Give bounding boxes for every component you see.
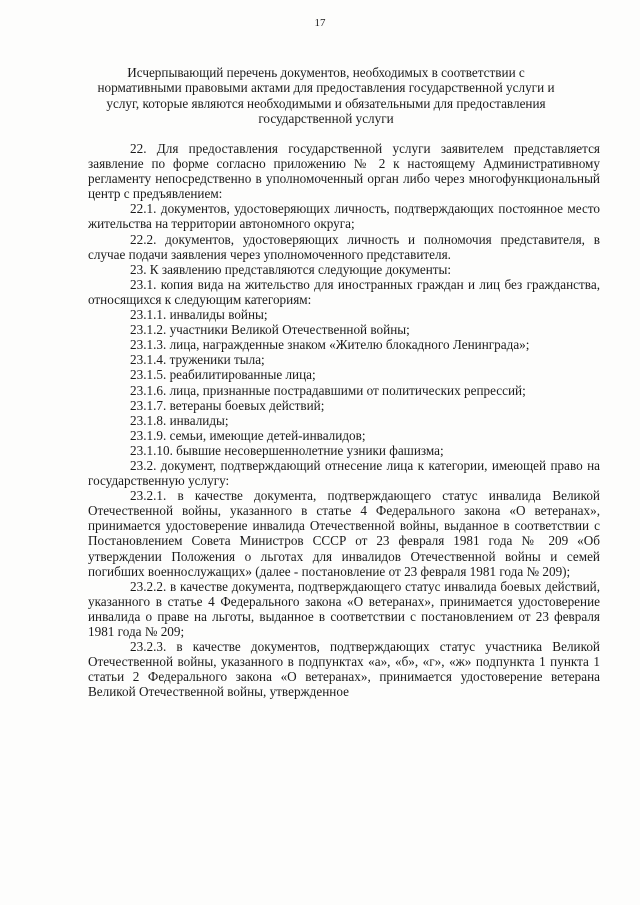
list-item-23-1-6: 23.1.6. лица, признанные пострадавшими от политических репрессий;: [130, 382, 526, 398]
paragraph-23-2-3: 23.2.3. в качестве документов, подтверждающих статус участника Великой Отечественной войны, указанного в подпунктах «а», «б», «г», «ж» подпункта 1 пункта 1 статьи 2 Федерального закона «О ветеранах», принимается удостоверение ветерана Великой Отечественной войны, утвержденное: [88, 639, 600, 700]
list-item-23-1-1: 23.1.1. инвалиды войны;: [130, 307, 268, 323]
document-body: [88, 141, 600, 699]
list-item-23-1-7: 23.1.7. ветераны боевых действий;: [130, 397, 325, 413]
list-item-23-1-2: 23.1.2. участники Великой Отечественной войны;: [130, 322, 410, 338]
paragraph-22-2: 22.2. документов, удостоверяющих личность и полномочия представителя, в случае подачи заявления через уполномоченного представителя.: [88, 231, 600, 262]
paragraph-23-1: 23.1. копия вида на жительство для иностранных граждан и лиц без гражданства, относящихся к следующим категориям:: [88, 276, 600, 307]
list-item-23-1-3: 23.1.3. лица, награжденные знаком «Жителю блокадного Ленинграда»;: [130, 337, 530, 353]
paragraph-22-1: 22.1. документов, удостоверяющих личность, подтверждающих постоянное место жительства на территории автономного округа;: [88, 201, 600, 232]
list-item-23-1-4: 23.1.4. труженики тыла;: [130, 352, 265, 368]
list-item-23-1-9: 23.1.9. семьи, имеющие детей-инвалидов;: [130, 427, 366, 443]
paragraph-22: 22. Для предоставления государственной услуги заявителем представляется заявление по форме согласно приложению № 2 к настоящему Административному регламенту непосредственно в уполномоченный орган либо через многофункциональный центр с предъявлением:: [88, 141, 600, 202]
paragraph-23-2: 23.2. документ, подтверждающий отнесение лица к категории, имеющей право на государственную услугу:: [88, 457, 600, 489]
paragraph-23-2-2: 23.2.2. в качестве документа, подтверждающего статус инвалида боевых действий, указанного в статье 4 Федерального закона «О ветеранах», принимается удостоверение инвалида о праве на льготы, выданное в соответствии с постановлением от 23 февраля 1981 года № 209;: [88, 578, 600, 639]
page-number: 17: [314, 17, 326, 29]
list-item-23-1-10: 23.1.10. бывшие несовершеннолетние узники фашизма;: [130, 442, 444, 458]
list-item-23-1-8: 23.1.8. инвалиды;: [130, 412, 229, 428]
section-title: Исчерпывающий перечень документов, необходимых в соответствии с нормативными правовыми актами для предоставления государственной услуги и услуг, которые являются необходимыми и обязательными для предоставления государственной услуги: [97, 65, 555, 127]
paragraph-23-2-1: 23.2.1. в качестве документа, подтверждающего статус инвалида Великой Отечественной войны, указанного в статье 4 Федерального закона «О ветеранах», принимается удостоверение инвалида Отечественной войны, выданное в соответствии с Постановлением Совета Министров СССР от 23 февраля 1981 года № 209 «Об утверждении Положения о льготах для инвалидов Отечественной войны и семей погибших военнослужащих» (далее - постановление от 23 февраля 1981 года № 209);: [88, 488, 600, 579]
list-item-23-1-5: 23.1.5. реабилитированные лица;: [130, 367, 316, 383]
paragraph-23: 23. К заявлению представляются следующие документы:: [130, 261, 452, 277]
